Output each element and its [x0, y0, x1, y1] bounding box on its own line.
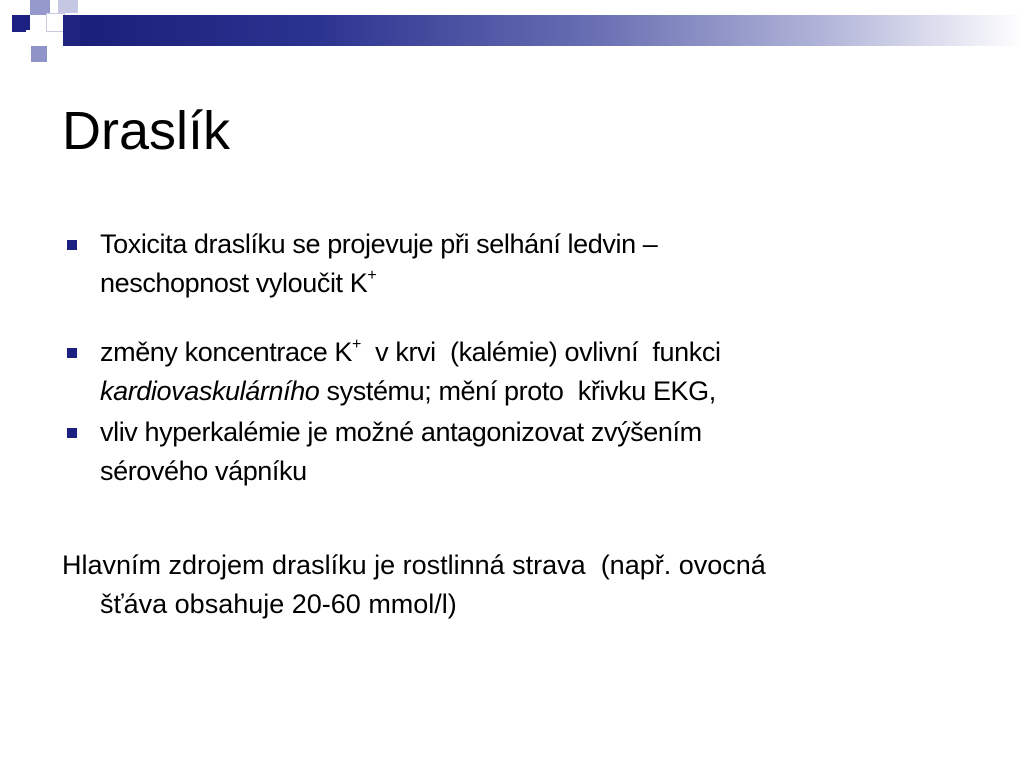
decor-square: [31, 46, 47, 62]
bullet-item: [62, 413, 962, 491]
bullet-list: [62, 225, 962, 491]
superscript: +: [367, 267, 377, 284]
bullet-text: neschopnost vyloučit K: [100, 268, 368, 298]
decor-square: [0, 0, 20, 15]
square-bullet-icon: [67, 348, 77, 358]
decor-square: [26, 30, 46, 46]
bullet-text: sérového vápníku: [100, 456, 307, 486]
paragraph-text: Hlavním zdrojem draslíku je rostlinná strava (např. ovocná: [62, 550, 766, 580]
slide-title: Draslík: [62, 101, 231, 161]
body-paragraph: [62, 546, 962, 624]
bullet-text: v krvi (kalémie) ovlivní funkci: [360, 337, 721, 367]
decor-square: [0, 32, 12, 46]
paragraph-text: šťáva obsahuje 20-60 mmol/l): [100, 589, 457, 619]
bullet-text: Toxicita draslíku se projevuje při selhání ledvin –: [100, 229, 658, 259]
bullet-text-italic: kardiovaskulárního: [100, 376, 320, 406]
decor-square: [58, 0, 78, 13]
bullet-text: vliv hyperkalémie je možné antagonizovat zvýšením: [100, 417, 702, 447]
square-bullet-icon: [67, 428, 77, 438]
bullet-text: změny koncentrace K: [100, 337, 353, 367]
decor-square: [63, 15, 80, 46]
superscript: +: [352, 336, 361, 353]
bullet-item: [62, 225, 962, 303]
header-gradient-band: [80, 15, 1024, 46]
bullet-text: systému; mění proto křivku EKG,: [319, 376, 716, 406]
bullet-item: [62, 333, 962, 411]
square-bullet-icon: [67, 240, 77, 250]
